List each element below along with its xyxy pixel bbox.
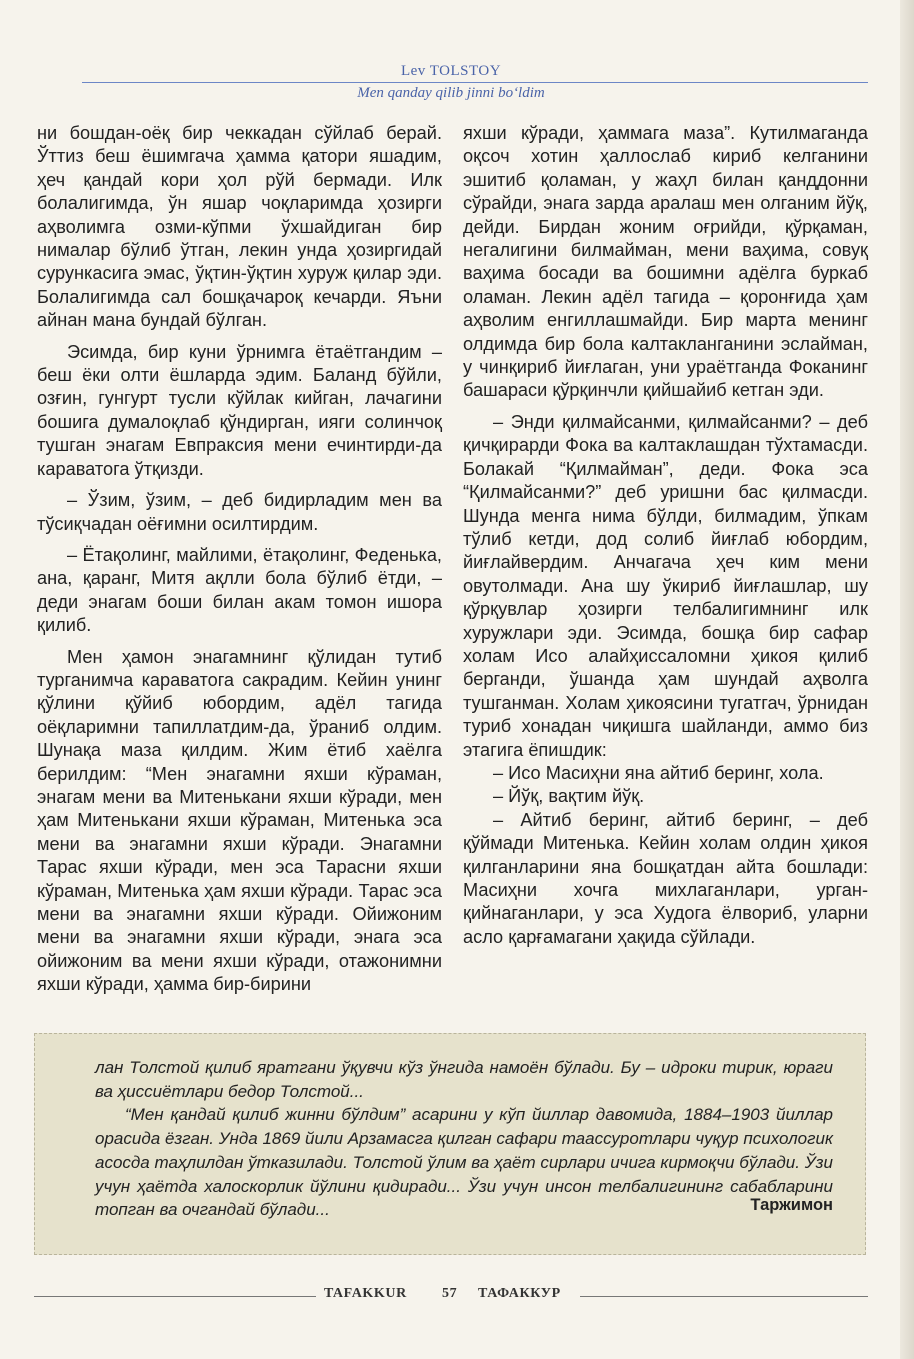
paragraph: яхши кўради, ҳаммага маза”. Кутилмаганда оқсоч хотин ҳаллослаб кириб келганини эшитиб қоламан, у жаҳл билан қанддонни сўрайди, энага зарда аралаш мен олганим йўқ, дейди. Бирдан жоним оғрийди, қўрқаман, негалигини билмайман, мени ваҳима, совуқ ваҳима босади ва бошимни адёлга буркаб оламан. Лекин адёл тагида – қоронғида ҳам аҳволим енгиллашмайди. Бир марта менинг олдимда бир бола калтакланганини эслайман, у чинқириб йиғлаган, уни ураётганда Фоканинг башараси қўрқинчли қийшайиб кетган эди. <box>463 123 868 401</box>
paragraph: – Айтиб беринг, айтиб беринг, – деб қўймади Митенька. Кейин холам олдин ҳикоя қилганларини яна бошқатдан айта бошлади: Масиҳни хочга михлаганлари, урган-қийнаганлари, у эса Худога ёлвориб, уларни асло қарғамагани ҳақида сўйлади. <box>463 809 868 947</box>
page-footer <box>34 1286 868 1306</box>
page-number: 57 <box>442 1286 458 1301</box>
footer-rule-right <box>580 1296 868 1297</box>
paragraph: Эсимда, бир куни ўрнимга ётаётгандим – беш ёки олти ёшларда эдим. Баланд бўйли, озғин, гунгурт тусли кўйлак кийган, лачагини бошига думалоқлаб қўндирган, ияги солинчоқ тушган энагам Евпраксия мени ечинтирди-да караватога ўтқизди. <box>37 341 442 479</box>
note-paragraph: лан Толстой қилиб яратгани ўқувчи кўз ўнгида намоён бўлади. Бу – идроки тирик, юраги ва ҳиссиётлари бедор Толстой... <box>95 1058 833 1101</box>
paragraph: – Ўзим, ўзим, – деб бидирладим мен ва тўсиқчадан оёғимни осилтирдим. <box>37 490 442 534</box>
header-author: Lev TOLSTOY <box>400 63 502 79</box>
paragraph: – Ётақолинг, майлими, ётақолинг, Феденька, ана, қаранг, Митя ақлли бола бўлиб ётди, – деди энагам боши билан акам томон ишора қилиб. <box>37 544 442 636</box>
footer-magazine-latin: TAFAKKUR <box>324 1286 407 1301</box>
translator-note-box <box>34 1033 866 1255</box>
header-title: Men qanday qilib jinni bo‘ldim <box>357 85 545 101</box>
header-rule <box>82 82 868 83</box>
right-column <box>463 122 868 949</box>
page-edge <box>900 0 914 1359</box>
note-signature: Таржимон <box>750 1196 833 1214</box>
note-paragraph: “Мен қандай қилиб жинни бўлдим” асарини у кўп йиллар давомида, 1884–1903 йиллар орасида ёзган. Унда 1869 йили Арзамасга қилган сафари таассуротлари чуқур психологик асосда таҳлилдан ўтказилади. Толстой ўлим ва ҳаёт сирлари ичига кирмоқчи бўлади. Ўзи учун ҳаётда халоскорлик йўлини қидиради... Ўзи учун инсон телбалигининг сабабларини топган ва очгандай бўлади... <box>95 1105 833 1220</box>
footer-magazine-cyrillic: ТАФАККУР <box>478 1286 561 1301</box>
paragraph: Мен ҳамон энагамнинг қўлидан тутиб турганимча караватога сакрадим. Кейин унинг қўлини қўйиб юбордим, адёл тагида оёқларимни тапиллатдим-да, ўраниб олдим. Шунақа маза қилдим. Жим ётиб хаёлга берилдим: “Мен энагамни яхши кўраман, энагам мени ва Митенькани яхши кўради, мен ҳам Митенькани яхши кўраман, Митенька эса мени ва энагамни яхши кўради. Энагамни Тарас яхши кўради, мен эса Тарасни яхши кўраман, Митенька ҳам яхши кўради. Тарас эса мени ва энагамни яхши кўради. Ойижоним мени ва энагамни яхши кўради, энага эса ойижоним ва мени яхши кўради, отажонимни яхши кўради, ҳамма бир-бирини <box>37 646 442 995</box>
paragraph: – Исо Масиҳни яна айтиб беринг, хола. <box>493 762 824 783</box>
paragraph: – Йўқ, вақтим йўқ. <box>493 786 645 807</box>
paragraph: – Энди қилмайсанми, қилмайсанми? – деб қичқирарди Фока ва калтаклашдан тўхтамасди. Болакай “Қилмайман”, деди. Фока эса “Қилмайсанми?” деб уришни бас қилмасди. Шунда менга нима бўлди, билмадим, ўпкам тўлиб кетди, дод солиб йиғлаб юбордим, йиғлайвердим. Анчагача ҳеч ким мени овутолмади. Ана шу ўкириб йиғлашлар, шу қўрқувлар ҳозирги телбалигимнинг илк хуружлари эди. Эсимда, бошқа бир сафар холам Исо алайҳиссаломни ҳикоя қилиб берганди, ўшанда ҳам шундай аҳволга тушганман. Холам ҳикоясини тугатгач, ўрнидан туриб хонадан чиқишга шайланди, аммо биз этагига ёпишдик: <box>463 411 868 760</box>
footer-rule-left <box>34 1296 316 1297</box>
running-header <box>34 62 868 102</box>
left-column <box>37 122 442 997</box>
paragraph: ни бошдан-оёқ бир чеккадан сўйлаб берай. Ўттиз беш ёшимгача ҳамма қатори яшадим, ҳеч қандай кори ҳол рўй бермади. Илк болалигимда, ўн яшар чоқларимда ҳозирги аҳволимга озми-кўпми ўхшайдиган бир нималар бўлиб ўтган, лекин унда ҳозиргидай сурункасига эмас, ўқтин-ўқтин хуруж қилар эди. Болалигимда сал бошқачароқ кечарди. Яъни айнан мана бундай бўлган. <box>37 123 442 331</box>
